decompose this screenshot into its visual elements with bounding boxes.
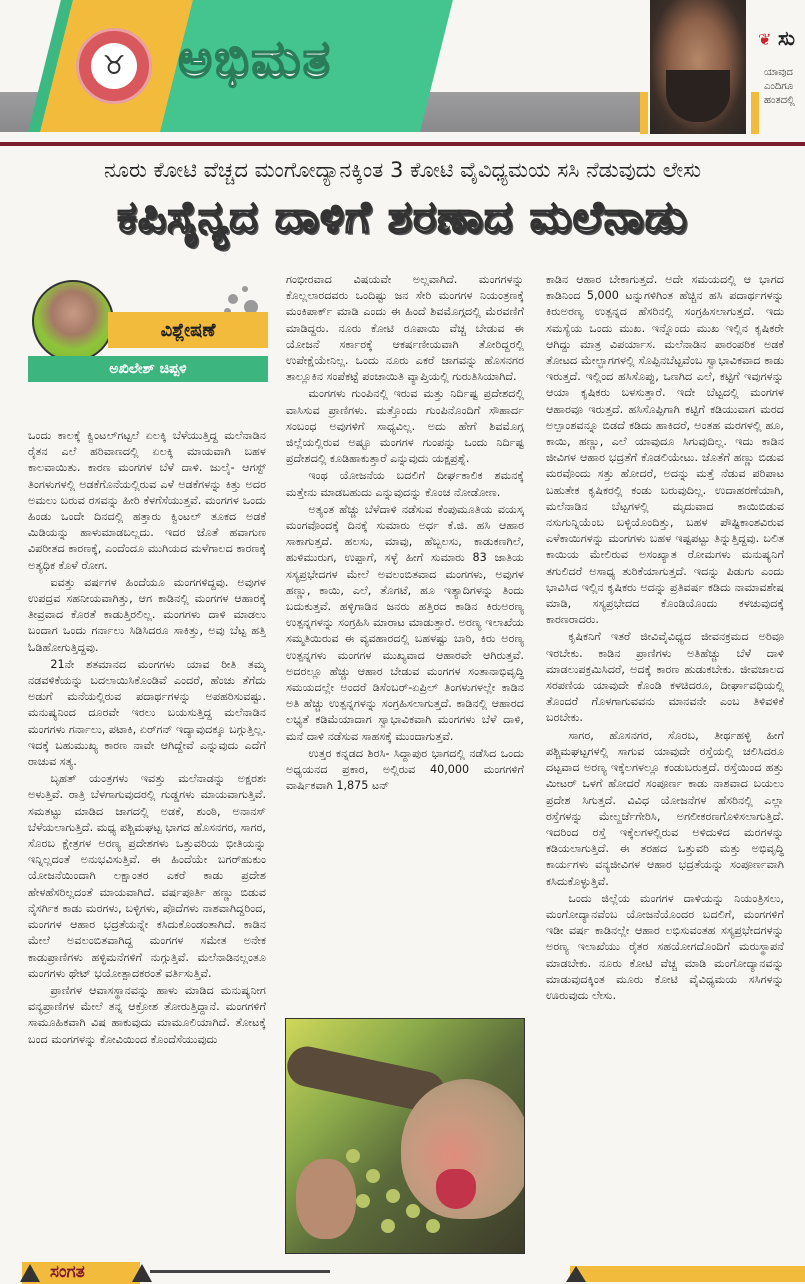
paragraph: ಕೃಷಿಕನಿಗೆ ಇತರೆ ಜೀವಿವೈವಿಧ್ಯದ ಜೀವನಕ್ರಮದ ಅರಿವೂ ಇರಬೇಕು. ಕಾಡಿನ ಪ್ರಾಣಿಗಳು ಅತಿಹೆಚ್ಚು ಬೆಳೆ ದಾಳಿ ಮಾಡಲುಪಕ್ರಮಿಸಿದರೆ, ಅದಕ್ಕೆ ಕಾರಣ ಹುಡುಕಬೇಕು. ಜೀವಜಾಲದ ಸರಪಣಿಯ ಯಾವುದೇ ಕೊಂಡಿ ಕಳಚಿದರೂ, ದೀರ್ಘಾವಧಿಯಲ್ಲಿ ತೊಂದರೆ ಗೊಳಗಾಗುವವನು ಮಾನವನೇ ಎಂಬ ತಿಳಿವಳಿಕೆ ಬರಬೇಕು. [546, 630, 784, 725]
columnist-photo [650, 0, 746, 134]
article-column-2 [286, 272, 524, 1000]
paragraph: ಇಂಥ ಯೋಜನೆಯ ಬದಲಿಗೆ ದೀರ್ಘಕಾಲಿಕ ಶಮನಕ್ಕೆ ಮತ್ತೇನು ಮಾಡಬಹುದು ಎನ್ನುವುದನ್ನು ಕೊಂಚ ನೋಡೋಣ. [286, 469, 524, 499]
paragraph: ಐವತ್ತು ವರ್ಷಗಳ ಹಿಂದೆಯೂ ಮಂಗಗಳಿದ್ದವು. ಅವುಗಳ ಉಪದ್ರವ ಸಹನೀಯವಾಗಿತ್ತು, ಆಗ ಕಾಡಿನಲ್ಲಿ ಮಂಗಗಳ ಆಹಾರಕ್ಕೆ ತೀವ್ರವಾದ ಕೊರತೆ ಕಾಡುತ್ತಿರಲಿಲ್ಲ. ಮಂಗಗಳು ದಾಳಿ ಮಾಡಲು ಬಂದಾಗ ಒಂದು ಗರ್ನಾಲು ಸಿಡಿಸಿದರೂ ಸಾಕಿತ್ತು, ಅವು ಬೆಟ್ಟ ಹತ್ತಿ ಓಡಿಹೋಗುತ್ತಿದ್ದವು. [28, 575, 266, 654]
paragraph: ಮಂಗಗಳು ಗುಂಪಿನಲ್ಲಿ ಇರುವ ಮತ್ತು ನಿರ್ದಿಷ್ಟ ಪ್ರದೇಶದಲ್ಲಿ ವಾಸಿಸುವ ಪ್ರಾಣಿಗಳು. ಮತ್ತೊಂದು ಗುಂಪಿನೊಂದಿಗೆ ಸೌಹಾರ್ದ ಸಂಬಂಧ ಅವುಗಳಿಗೆ ಸಾಧ್ಯವಿಲ್ಲ. ಅದು ಹೇಗೆ ಶಿವಮೊಗ್ಗ ಜಿಲ್ಲೆಯಲ್ಲಿರುವ ಅಷ್ಟೂ ಮಂಗಗಳ ಗುಂಪನ್ನು ಒಂದು ನಿರ್ದಿಷ್ಟ ಪ್ರದೇಶದಲ್ಲಿ ಕೂಡಿಹಾಕುತ್ತಾರೆ ಎನ್ನುವುದು ಯಕ್ಷಪ್ರಶ್ನೆ. [286, 387, 524, 466]
yellow-divider [751, 92, 759, 134]
side-column-teaser [764, 66, 795, 108]
author-byline: ಅಖಿಲೇಶ್ ಚಿಪ್ಪಳಿ [28, 356, 268, 382]
masthead [0, 0, 805, 138]
paragraph: ಗಂಭೀರವಾದ ವಿಷಯವೇ ಅಲ್ಲವಾಗಿದೆ. ಮಂಗಗಳನ್ನು ಕೊಲ್ಲಲಾರದವರು ಒಂದಿಷ್ಟು ಜನ ಸೇರಿ ಮಂಗಗಳ ನಿಯಂತ್ರಣಕ್ಕೆ ಮಂಕಿಪಾರ್ಕ್ ಮಾಡಿ ಎಂದು ಈ ಹಿಂದೆ ಶಿವಮೊಗ್ಗದಲ್ಲಿ ಮೆರವಣಿಗೆ ಮಾಡಿದ್ದರು. ನೂರು ಕೋಟಿ ರೂಪಾಯಿ ವೆಚ್ಚ ಬೇಡುವ ಈ ಯೋಜನೆ ಸರ್ಕಾರಕ್ಕೆ ಆಕರ್ಷಣೀಯವಾಗಿ ತೋರಿದ್ದರಲ್ಲಿ ಉಪೇಕ್ಷೆಯೇನಿಲ್ಲ. ಒಂದು ನೂರು ಎಕರೆ ಜಾಗವನ್ನು ಹೊಸನಗರ ತಾಲ್ಲೂಕಿನ ಸಂಪೆಕಟ್ಟೆ ಪಂಚಾಯಿತಿ ವ್ಯಾಪ್ತಿಯಲ್ಲಿ ಗುರುತಿಸಿಯಾಗಿದೆ. [286, 273, 524, 384]
article-column-3 [546, 272, 784, 1254]
paragraph: ಕಾಡಿನ ಆಹಾರ ಬೇಕಾಗುತ್ತದೆ. ಅದೇ ಸಮಯದಲ್ಲಿ ಆ ಭಾಗದ ಕಾಡಿನಿಂದ 5,000 ಟನ್ನುಗಳಿಗಿಂತ ಹೆಚ್ಚಿನ ಹಸಿ ಪದಾರ್ಥಗಳನ್ನು ಕಿರುಅರಣ್ಯ ಉತ್ಪನ್ನದ ಹೆಸರಿನಲ್ಲಿ ಸಂಗ್ರಹಿಸಲಾಗುತ್ತದೆ. ಇದು ಸಮಸ್ಯೆಯ ಒಂದು ಮುಖ. ಇನ್ನೊಂದು ಮುಖ ಇಲ್ಲಿನ ಕೃಷಿಕರೇ ಆಗಿದ್ದು ಮಾತ್ರ ವಿಪರ್ಯಾಸ. ಮಲೆನಾಡಿನ ಪಾರಂಪರಿಕ ಅಡಕೆ ತೋಟದ ಮೇಲ್ಭಾಗಗಳಲ್ಲಿ ಸೊಪ್ಪಿನಬೆಟ್ಟವೆಂಬ ಸ್ವಾಭಾವಿಕವಾದ ಕಾಡು ಇರುತ್ತದೆ. ಇಲ್ಲಿಂದ ಹಸಿಸೊಪ್ಪು, ಒಣಗಿದ ಎಲೆ, ಕಟ್ಟಿಗೆ ಇವುಗಳನ್ನು ಆಯಾ ಕೃಷಿಕರು ಬಳಸುತ್ತಾರೆ. ಇದೇ ಬೆಟ್ಟದಲ್ಲಿ ಮಂಗಗಳ ಆಹಾರವೂ ಇರುತ್ತದೆ. ಹಸಿಸೊಪ್ಪಿಗಾಗಿ ಕಟ್ಟಿಗೆ ಕಡಿಯುವಾಗ ಮರದ ಅಲ್ಪಾಂಶವನ್ನೂ ಬಿಡದೆ ಕಡಿದು ಹಾಕಿದರೆ, ಅಂತಹ ಮರಗಳಲ್ಲಿ ಹೂ, ಕಾಯಿ, ಹಣ್ಣು, ಎಲೆ ಯಾವುದೂ ಸಿಗುವುದಿಲ್ಲ. ಇದು ಕಾಡಿನ ಜೀವಿಗಳ ಆಹಾರ ಭದ್ರತೆಗೆ ಕೊಡಲಿಯೇಟು. ಜೊತೆಗೆ ಹಣ್ಣು ಬಿಡುವ ಮರವೊಂದು ಸತ್ತು ಹೋದರೆ, ಅದನ್ನು ಮತ್ತೆ ನೆಡುವ ಪರಿಪಾಟ ಬಹುತೇಕ ಕೃಷಿಕರಲ್ಲಿ ಕಂಡು ಬರುವುದಿಲ್ಲ. ಉದಾಹರಣೆಯಾಗಿ, ಮಲೆನಾಡಿನ ಬೆಟ್ಟಗಳಲ್ಲಿ ಮೃದುವಾದ ಕಾಯಿಬಿಡುವ ನಸುಗುನ್ನಿಯೆಂಬ ಬಳ್ಳಿಯೊಂದಿತ್ತು, ಬಹಳ ಪೌಷ್ಟಿಕಾಂಶವಿರುವ ಎಳೆಕಾಯಿಗಳನ್ನು ಮಂಗಗಳು ಬಹಳ ಇಷ್ಟಪಟ್ಟು ತಿನ್ನುತ್ತಿದ್ದವು. ಬಲಿತ ಕಾಯಿಯ ಮೇಲಿರುವ ಅಸಂಖ್ಯಾತ ರೋಮಗಳು ಮನುಷ್ಯನಿಗೆ ತಗುಲಿದರೆ ಅಸಾಧ್ಯ ತುರಿಕೆಯಾಗುತ್ತದೆ. ಇದನ್ನು ಪಿಡುಗು ಎಂದು ಭಾವಿಸಿದ ಇಲ್ಲಿನ ಕೃಷಿಕರು ಅದನ್ನು ಪ್ರತಿವರ್ಷ ಕಡಿದು ನಾಮಾವಶೇಷ ಮಾಡಿ, ಸಸ್ಯಪ್ರಭೇದದ ಕೊಂಡಿಯೊಂದು ಕಳಚುವುದಕ್ಕೆ ಕಾರಣರಾದರು. [546, 273, 784, 627]
article-kicker: ನೂರು ಕೋಟಿ ವೆಚ್ಚದ ಮಂಗೋದ್ಯಾನಕ್ಕಿಂತ 3 ಕೋಟಿ ವೈವಿಧ್ಯಮಯ ಸಸಿ ನೆಡುವುದು ಲೇಸು [103, 158, 702, 182]
yellow-divider [640, 92, 648, 134]
paragraph: 21ನೇ ಶತಮಾನದ ಮಂಗಗಳು ಯಾವ ರೀತಿ ತಮ್ಮ ನಡವಳಿಕೆಯನ್ನು ಬದಲಾಯಿಸಿಕೊಂಡಿವೆ ಎಂದರೆ, ಹೆಂಚು ತೆಗೆದು ಅಡುಗೆ ಮನೆಯಲ್ಲಿರುವ ಪದಾರ್ಥಗಳನ್ನು ಅಪಹರಿಸುವಷ್ಟು. ಮನುಷ್ಯನಿಂದ ದೂರವೇ ಇರಲು ಬಯಸುತ್ತಿದ್ದ ಮಲೆನಾಡಿನ ಮಂಗಗಳು ಗರ್ನಾಲು, ಪಟಾಕಿ, ಏರ್‌ಗನ್ ಇದ್ಯಾವುದಕ್ಕೂ ಬಗ್ಗುತ್ತಿಲ್ಲ. ಇದಕ್ಕೆ ಬಹುಮುಖ್ಯ ಕಾರಣ ನಾವೇ ಆಗಿದ್ದೇವೆ ಎನ್ನುವುದು ಎದೆಗೆ ರಾಚುವ ಸತ್ಯ. [28, 657, 266, 769]
section-title: ಅಭಿಮತ [178, 30, 333, 90]
side-teaser-line: ಎಂದಿಗೂ [764, 81, 794, 92]
section-label: ವಿಶ್ಲೇಷಣೆ [108, 312, 268, 348]
paragraph: ಬೃಹತ್ ಯಂತ್ರಗಳು ಇವತ್ತು ಮಲೆನಾಡನ್ನು ಅಕ್ಷರಶಃ ಅಳುತ್ತಿವೆ. ರಾತ್ರಿ ಬೆಳಗಾಗುವುದರಲ್ಲಿ ಗುಡ್ಡಗಳು ಮಾಯವಾಗುತ್ತಿವೆ. ಸಮತಟ್ಟು ಮಾಡಿದ ಜಾಗದಲ್ಲಿ ಅಡಕೆ, ಶುಂಠಿ, ಅನಾನಸ್ ಬೆಳೆಯಲಾಗುತ್ತಿದೆ. ಮಧ್ಯ ಪಶ್ಚಿಮಘಟ್ಟ ಭಾಗದ ಹೊಸನಗರ, ಸಾಗರ, ಸೊರಬ ಕ್ಷೇತ್ರಗಳ ಅರಣ್ಯ ಪ್ರದೇಶಗಳು ಒತ್ತುವರಿಯ ಭೀತಿಯನ್ನು ಇನ್ನಿಲ್ಲದಂತೆ ಅನುಭವಿಸುತ್ತಿವೆ. ಈ ಹಿಂದೆಯೇ ಬಗರ್‌ಹುಕುಂ ಯೋಜನೆಯಿಂದಾಗಿ ಲಕ್ಷಾಂತರ ಎಕರೆ ಕಾಡು ಪ್ರದೇಶ ಹೇಳಹೆಸರಿಲ್ಲದಂತೆ ಮಾಯವಾಗಿದೆ. ವರ್ಷಪೂರ್ತಿ ಹಣ್ಣು ಬಿಡುವ ನೈಸರ್ಗಿಕ ಕಾಡು ಮರಗಳು, ಬಳ್ಳಿಗಳು, ಪೊದೆಗಳು ನಾಶವಾಗಿದ್ದರಿಂದ, ಮಂಗಗಳ ಆಹಾರ ಭದ್ರತೆಯನ್ನೇ ಕಸಿದುಕೊಂಡಂತಾಗಿದೆ. ಕಾಡಿನ ಮೇಲೆ ಅವಲಂಬಿತವಾಗಿದ್ದ ಮಂಗಗಳ ಸಮೇತ ಅನೇಕ ಕಾಡುಪ್ರಾಣಿಗಳು ಹಳ್ಳಿಮನೆಗಳಿಗೆ ನುಗ್ಗುತ್ತಿವೆ. ಮಲೆನಾಡಿನಲ್ಲಂತೂ ಮಂಗಗಳು ಥೇಟ್ ಭಯೋತ್ಪಾದಕರಂತೆ ವರ್ತಿಸುತ್ತಿವೆ. [28, 772, 266, 980]
paragraph: ಒಂದು ಜಿಲ್ಲೆಯ ಮಂಗಗಳ ದಾಳಿಯನ್ನು ನಿಯಂತ್ರಿಸಲು, ಮಂಗೋದ್ಯಾನವೆಂಬ ಯೋಜನೆಯೊಂದರ ಬದಲಿಗೆ, ಮಂಗಗಳಿಗೆ ಇಡೀ ವರ್ಷ ಕಾಡಿನಲ್ಲೇ ಆಹಾರ ಲಭಿಸುವಂತಹ ಸಸ್ಯಪ್ರಭೇದಗಳನ್ನು ಅರಣ್ಯ ಇಲಾಖೆಯು ರೈತರ ಸಹಯೋಗದೊಂದಿಗೆ ಮರುಸ್ಥಾಪನೆ ಮಾಡಬೇಕು. ನೂರು ಕೋಟಿ ವೆಚ್ಚ ಮಾಡಿ ಮಂಗೋದ್ಯಾನವನ್ನು ಮಾಡುವುದಕ್ಕಿಂತ ಮೂರು ಕೋಟಿ ವೈವಿಧ್ಯಮಯ ಸಸಿಗಳನ್ನು ಊರುವುದು ಲೇಸು. [546, 891, 784, 1002]
header-rule [0, 142, 805, 146]
paragraph: ಪ್ರಾಣಿಗಳ ಆವಾಸಸ್ಥಾನವನ್ನು ಹಾಳು ಮಾಡಿದ ಮನುಷ್ಯನೀಗ ವನ್ಯಪ್ರಾಣಿಗಳ ಮೇಲೆ ತನ್ನ ಆಕ್ರೋಶ ತೋರುತ್ತಿದ್ದಾನೆ. ಮಂಗಗಳಿಗೆ ಸಾಮೂಹಿಕವಾಗಿ ವಿಷ ಹಾಕುವುದು ಮಾಮೂಲಿಯಾಗಿದೆ. ತೋಟಕ್ಕೆ ಬಂದ ಮಂಗಗಳನ್ನು ಕೋವಿಯಿಂದ ಕೊಂದೆಸೆಯುವುದು [28, 983, 266, 1046]
paragraph: ಒಂದು ಕಾಲಕ್ಕೆ ಕ್ವಿಂಟಲ್‌ಗಟ್ಟಲೆ ಏಲಕ್ಕಿ ಬೆಳೆಯುತ್ತಿದ್ದ ಮಲೆನಾಡಿನ ರೈತನ ಎಲೆ ಹರಿವಾಣದಲ್ಲಿ ಏಲಕ್ಕಿ ಮಾಯವಾಗಿ ಬಹಳ ಕಾಲವಾಯಿತು. ಕಾರಣ ಮಂಗಗಳ ಬೆಳೆ ದಾಳಿ. ಜುಲೈ- ಆಗಸ್ಟ್ ತಿಂಗಳುಗಳಲ್ಲಿ ಅಡಕೆಗೊನೆಯಲ್ಲಿರುವ ಎಳೆ ಅಡಕೆಗಳನ್ನು ಕಿತ್ತು ಅದರ ಅಮಲು ಬರುವ ರಸವನ್ನು ಹೀರಿ ಕೆಳಗೆಸೆಯುತ್ತವೆ. ಮಂಗಗಳ ಒಂದು ಹಿಂಡು ಒಂದೇ ದಿನದಲ್ಲಿ ಹತ್ತಾರು ಕ್ವಿಂಟಲ್ ತೂಕದ ಅಡಕೆ ಮಿಡಿಯನ್ನು ಹಾಳುಮಾಡಬಲ್ಲದು. ಇದರ ಜೊತೆ ಹವಾಗುಣ ವಿಪರೀತದ ಕಾರಣಕ್ಕೆ, ಎಂದೆಂದೂ ಮುಗಿಯದ ಮಳೆಗಾಲದ ಕಾರಣಕ್ಕೆ ಅತ್ಯಧಿಕ ಕೊಳೆ ರೋಗ. [28, 429, 266, 572]
side-column-title: ಸು [778, 26, 795, 50]
apple-icon: ❦ [758, 30, 772, 49]
article-headline: ಕಪಿಸೈನ್ಯದ ದಾಳಿಗೆ ಶರಣಾದ ಮಲೆನಾಡು [117, 192, 688, 243]
author-box [28, 272, 268, 404]
paragraph: ಸಾಗರ, ಹೊಸನಗರ, ಸೊರಬ, ತೀರ್ಥಹಳ್ಳಿ ಹೀಗೆ ಪಶ್ಚಿಮಘಟ್ಟಗಳಲ್ಲಿ ಸಾಗುವ ಯಾವುದೇ ರಸ್ತೆಯಲ್ಲಿ ಚಲಿಸಿದರೂ ದಟ್ಟವಾದ ಅರಣ್ಯ ಇಕ್ಕೆಲಗಳಲ್ಲೂ ಕಂಡುಬರುತ್ತದೆ. ರಸ್ತೆಯಿಂದ ಹತ್ತು ಮೀಟರ್ ಒಳಗೆ ಹೋದರೆ ಸಂಪೂರ್ಣ ಕಾಡು ನಾಶವಾದ ಬಯಲು ಪ್ರದೇಶ ಸಿಗುತ್ತದೆ. ವಿವಿಧ ಯೋಜನೆಗಳ ಹೆಸರಿನಲ್ಲಿ ಎಲ್ಲಾ ರಸ್ತೆಗಳನ್ನು ಮೇಲ್ದರ್ಜೆಗೇರಿಸಿ, ಅಗಲೀಕರಣಗೊಳಿಸಲಾಗುತ್ತಿದೆ. ಇದರಿಂದ ರಸ್ತೆ ಇಕ್ಕೆಲಗಳಲ್ಲಿರುವ ಅಳಿದುಳಿದ ಮರಗಳನ್ನು ಕಡಿಯಲಾಗುತ್ತಿದೆ. ಈ ತರಹದ ಒತ್ತುವರಿ ಮತ್ತು ಅಭಿವೃದ್ಧಿ ಕಾರ್ಯಗಳು ವನ್ಯಜೀವಿಗಳ ಆಹಾರ ಭದ್ರತೆಯನ್ನು ಸಂಪೂರ್ಣವಾಗಿ ಕಸಿದುಕೊಳ್ಳುತ್ತಿವೆ. [546, 728, 784, 888]
next-section-tab: ಸಂಗತ [22, 1262, 140, 1284]
paragraph: ಅತ್ಯಂತ ಹೆಚ್ಚು ಬೆಳೆದಾಳಿ ನಡೆಸುವ ಕೆಂಪುಮೂತಿಯ ವಯಸ್ಕ ಮಂಗವೊಂದಕ್ಕೆ ದಿನಕ್ಕೆ ಸುಮಾರು ಅರ್ಧ ಕೆ.ಜಿ. ಹಸಿ ಆಹಾರ ಸಾಕಾಗುತ್ತದೆ. ಹಲಸು, ಮಾವು, ಹೆಬ್ಬಲಸು, ಕಾಡುಕಣಗಿಲೆ, ಹುಳಿಮುರುಗ, ಉಪ್ಪಾಗೆ, ಸಳ್ಳೆ ಹೀಗೆ ಸುಮಾರು 83 ಜಾತಿಯ ಸಸ್ಯಪ್ರಭೇದಗಳ ಮೇಲೆ ಅವಲಂಬಿತವಾದ ಮಂಗಗಳು, ಅವುಗಳ ಹಣ್ಣು, ಕಾಯಿ, ಎಲೆ, ತೊಗಟೆ, ಹೂ ಇತ್ಯಾದಿಗಳನ್ನು ತಿಂದು ಬದುಕುತ್ತವೆ. ಹಳ್ಳಿಗಾಡಿನ ಜನರು ಹತ್ತಿರದ ಕಾಡಿನ ಕಿರುಅರಣ್ಯ ಉತ್ಪನ್ನಗಳನ್ನು ಸಂಗ್ರಹಿಸಿ ಮಾರಾಟ ಮಾಡುತ್ತಾರೆ. ಅರಣ್ಯ ಇಲಾಖೆಯ ಸಮ್ಮತಿಯಿರುವ ಈ ವ್ಯವಹಾರದಲ್ಲಿ ಬಹಳಷ್ಟು ಬಾರಿ, ಕಿರು ಅರಣ್ಯ ಉತ್ಪನ್ನಗಳು ಮಂಗಗಳ ಮುಖ್ಯವಾದ ಆಹಾರವೇ ಆಗಿರುತ್ತವೆ. ಅದರಲ್ಲೂ ಹೆಚ್ಚು ಆಹಾರ ಬೇಡುವ ಮಂಗಗಳ ಸಂತಾನಾಭಿವೃದ್ಧಿ ಸಮಯದಲ್ಲೇ ಅಂದರೆ ಡಿಸೆಂಬರ್-ಏಪ್ರಿಲ್ ತಿಂಗಳುಗಳಲ್ಲೇ ಕಾಡಿನ ಅತಿ ಹೆಚ್ಚು ಉತ್ಪನ್ನಗಳನ್ನು ಸಂಗ್ರಹಿಸಲಾಗುತ್ತದೆ. ಕಾಡಿನಲ್ಲಿ ಆಹಾರದ ಲಭ್ಯತೆ ಕಡಿಮೆಯಾದಾಗ ಸ್ವಾಭಾವಿಕವಾಗಿ ಮಂಗಗಳು ಬೆಳೆ ದಾಳಿ, ಮನೆ ದಾಳಿ ನಡೆಸುವ ಸಾಹಸಕ್ಕೆ ಮುಂದಾಗುತ್ತವೆ. [286, 502, 524, 743]
side-teaser-line: ಯಾವುದ [764, 67, 793, 78]
monkey-photo [285, 1018, 525, 1254]
paragraph: ಉತ್ತರ ಕನ್ನಡದ ಶಿರಸಿ- ಸಿದ್ದಾಪುರ ಭಾಗದಲ್ಲಿ ನಡೆಸಿದ ಒಂದು ಅಧ್ಯಯನದ ಪ್ರಕಾರ, ಅಲ್ಲಿರುವ 40,000 ಮಂಗಗಳಿಗೆ ವಾರ್ಷಿಕವಾಗಿ 1,875 ಟನ್ [286, 746, 524, 793]
nandi-bull-emblem-icon: ♉ [91, 43, 137, 89]
author-photo [32, 280, 114, 362]
side-teaser-line: ಹಂತದಲ್ಲಿ [764, 95, 795, 106]
article-column-1 [28, 428, 266, 1218]
newspaper-logo [76, 28, 152, 104]
footer-rule [150, 1270, 330, 1273]
